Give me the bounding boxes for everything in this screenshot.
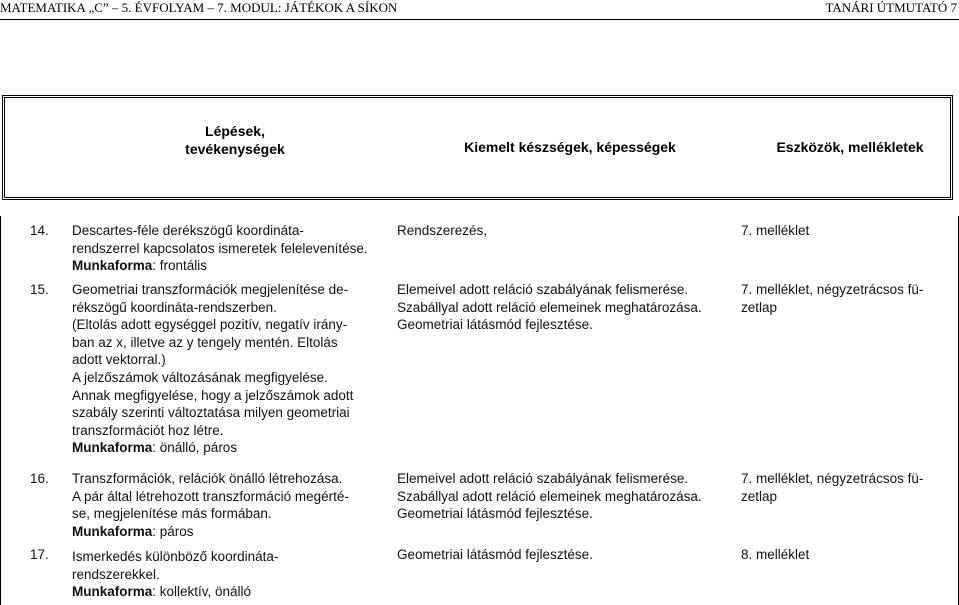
row-steps: Ismerkedés különböző koordináta- rendszerekkel. Munkaforma: kollektív, önálló <box>72 548 392 601</box>
header-rule <box>0 19 959 20</box>
table-border-left <box>0 216 1 605</box>
row-steps: Geometriai transzformációk megjelenítése de- rékszögű koordináta-rendszerben. (Eltolás adott egységgel pozitív, negatív irány- ban az x, illetve az y tengely mentén. Eltolás adott vektorral.) A jelzőszámok változásának megfigyelése. Annak megfigyelése, hogy a jelzőszámok adott szabály szerinti változtatása milyen geometriai transzformációt hoz létre. Munkaforma: önálló, páros <box>72 281 392 457</box>
row-skills: Geometriai látásmód fejlesztése. <box>397 547 593 562</box>
tools-column-heading: Eszközök, mellékletek <box>776 139 924 155</box>
row-tools: 7. melléklet <box>741 223 810 238</box>
work-form: Munkaforma: önálló, páros <box>72 440 238 456</box>
header-right: TANÁRI ÚTMUTATÓ 7 <box>825 0 957 15</box>
row-number: 17. <box>30 547 49 562</box>
work-form: Munkaforma: frontális <box>72 258 208 274</box>
row-tools: 8. melléklet <box>741 547 810 562</box>
header-left: MATEMATIKA „C” – 5. ÉVFOLYAM – 7. MODUL: JÁTÉKOK A SÍKON <box>0 0 398 15</box>
row-number: 15. <box>30 282 49 297</box>
work-form: Munkaforma: páros <box>72 523 194 539</box>
row-steps: Descartes-féle derékszögű koordináta- rendszerrel kapcsolatos ismeretek felelevenítése. Munkaforma: frontális <box>72 222 392 275</box>
column-header-box <box>2 95 953 200</box>
row-steps: Transzformációk, relációk önálló létrehozása. A pár által létrehozott transzformáció megérté- se, megjelenítése más formában. Munkaforma: páros <box>72 470 392 540</box>
steps-column-heading: Lépések, tevékenységek <box>185 123 285 157</box>
page-header <box>0 0 959 16</box>
row-skills: Elemeivel adott reláció szabályának felismerése. Szabállyal adott reláció elemeinek meghatározása. Geometriai látásmód fejlesztése. <box>397 282 702 333</box>
row-skills: Elemeivel adott reláció szabályának felismerése. Szabállyal adott reláció elemeinek meghatározása. Geometriai látásmód fejlesztése. <box>397 471 702 522</box>
row-tools: 7. melléklet, négyzetrácsos fü- zetlap <box>741 471 924 504</box>
row-skills: Rendszerezés, <box>397 223 488 238</box>
row-tools: 7. melléklet, négyzetrácsos fü- zetlap <box>741 282 924 315</box>
row-number: 14. <box>30 223 49 238</box>
work-form: Munkaforma: kollektív, önálló <box>72 584 252 600</box>
row-number: 16. <box>30 471 49 486</box>
skills-column-heading: Kiemelt készségek, képességek <box>464 139 676 155</box>
